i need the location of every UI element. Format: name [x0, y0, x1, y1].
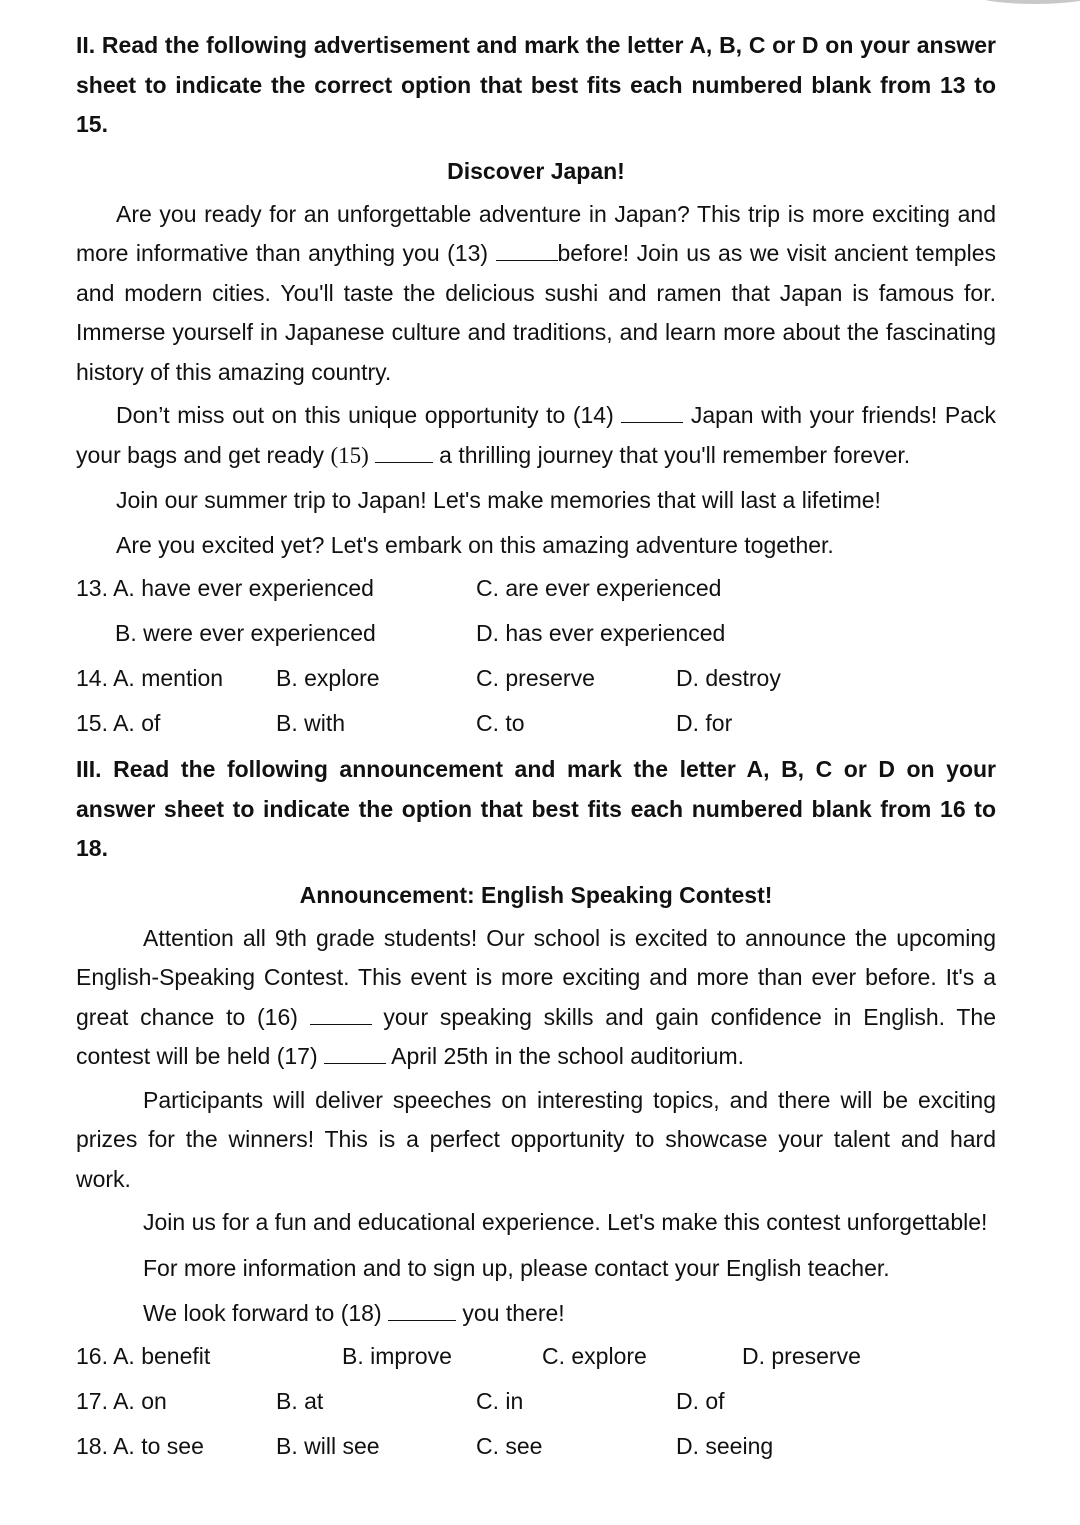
section-3-instruction: III. Read the following announcement and mark the letter A, B, C or D on your answer sheet to indicate the option that best fits each numbered blank from 16 to 18.: [76, 756, 996, 861]
section-2-paragraph-2: [76, 396, 996, 475]
q14-option-a: 14. A. mention: [76, 665, 224, 691]
blank-16: [310, 1004, 372, 1025]
p2-text-b: Japan with your friends! Pack your bags and get ready: [76, 402, 996, 468]
section-2-paragraph-3: Join our summer trip to Japan! Let's make memories that will last a lifetime!: [116, 487, 881, 513]
p1-text-b: before! Join us as we visit ancient temples and modern cities. You'll taste the delicious sushi and ramen that Japan is famous for. Immerse yourself in Japanese culture and traditions, and learn more about the fascinating history of this amazing country.: [76, 240, 997, 385]
q16-option-d: D. preserve: [742, 1342, 861, 1369]
q13-option-d: D. has ever experienced: [476, 620, 726, 646]
p1-text-a: Are you ready for an unforgettable adventure in Japan? This trip is more exciting and more informative than anything you (13): [76, 200, 996, 266]
q17-option-d: D. of: [676, 1387, 725, 1414]
section-3-paragraph-4: For more information and to sign up, please contact your English teacher.: [143, 1254, 890, 1281]
q13-option-c: C. are ever experienced: [476, 575, 722, 601]
q18-option-d: D. seeing: [676, 1432, 774, 1459]
blank-13: [496, 240, 558, 261]
question-13-row-2: [76, 611, 996, 656]
q16-option-c: C. explore: [542, 1342, 647, 1369]
question-13-row-1: [76, 566, 996, 611]
blank-17: [324, 1043, 386, 1064]
q14-option-c: C. preserve: [476, 665, 595, 691]
q14-option-b: B. explore: [276, 665, 380, 691]
q13-option-a: 13. A. have ever experienced: [76, 575, 374, 601]
q15-option-a: 15. A. of: [76, 710, 161, 736]
question-16-row: [76, 1334, 996, 1379]
q15-option-b: B. with: [276, 710, 346, 736]
section-3-paragraph-2: Participants will deliver speeches on interesting topics, and there will be exciting prizes for the winners! This is a perfect opportunity to showcase your talent and hard work.: [76, 1086, 996, 1192]
q17-option-c: C. in: [476, 1387, 524, 1414]
question-14-row: [76, 656, 996, 701]
p2-text-c: a thrilling journey that you'll remember forever.: [432, 441, 911, 468]
question-17-row: [76, 1379, 996, 1424]
q17-option-b: B. at: [276, 1387, 324, 1414]
q16-option-b: B. improve: [342, 1342, 452, 1369]
q17-option-a: 17. A. on: [76, 1387, 167, 1414]
q15-option-d: D. for: [676, 710, 733, 736]
q16-option-a: 16. A. benefit: [76, 1342, 211, 1369]
section-2-instruction: II. Read the following advertisement and mark the letter A, B, C or D on your answer sheet to indicate the correct option that best fits each numbered blank from 13 to 15.: [76, 32, 996, 137]
section-2-paragraph-4: Are you excited yet? Let's embark on this amazing adventure together.: [116, 532, 834, 558]
blank-18: [388, 1300, 456, 1321]
section-2-title: Discover Japan!: [447, 157, 625, 184]
q15-option-c: C. to: [476, 710, 525, 736]
section-2-paragraph-1: [76, 195, 996, 393]
q18-option-a: 18. A. to see: [76, 1432, 204, 1459]
q14-option-d: D. destroy: [676, 665, 781, 691]
section-3-paragraph-3: Join us for a fun and educational experience. Let's make this contest unforgettable!: [143, 1209, 988, 1235]
p2-number-15: (15): [330, 442, 369, 468]
s3-p1-text-b: your speaking skills and gain confidence in English. The contest will be held (17): [76, 1003, 997, 1069]
p2-text-a: Don’t miss out on this unique opportunity to (14): [116, 402, 622, 428]
s3-p5-text-b: you there!: [456, 1299, 565, 1326]
section-3-paragraph-5: [76, 1293, 996, 1333]
question-15-row: [76, 701, 996, 746]
scan-corner-shadow: [970, 0, 1080, 4]
q18-option-b: B. will see: [276, 1432, 380, 1459]
section-3-paragraph-1: [76, 919, 996, 1077]
s3-p1-text-c: April 25th in the school auditorium.: [386, 1043, 744, 1069]
s3-p5-text-a: We look forward to (18): [143, 1299, 389, 1326]
q13-option-b: B. were ever experienced: [115, 620, 376, 646]
question-18-row: [76, 1424, 996, 1469]
section-3-title: Announcement: English Speaking Contest!: [299, 881, 773, 908]
blank-14: [621, 402, 683, 423]
blank-15: [375, 442, 433, 463]
q18-option-c: C. see: [476, 1432, 543, 1459]
worksheet-page: [76, 26, 996, 1469]
s3-p1-text-a: Attention all 9th grade students! Our school is excited to announce the upcoming English-Speaking Contest. This event is more exciting and more than ever before. It's a great chance to (16): [76, 924, 996, 1030]
